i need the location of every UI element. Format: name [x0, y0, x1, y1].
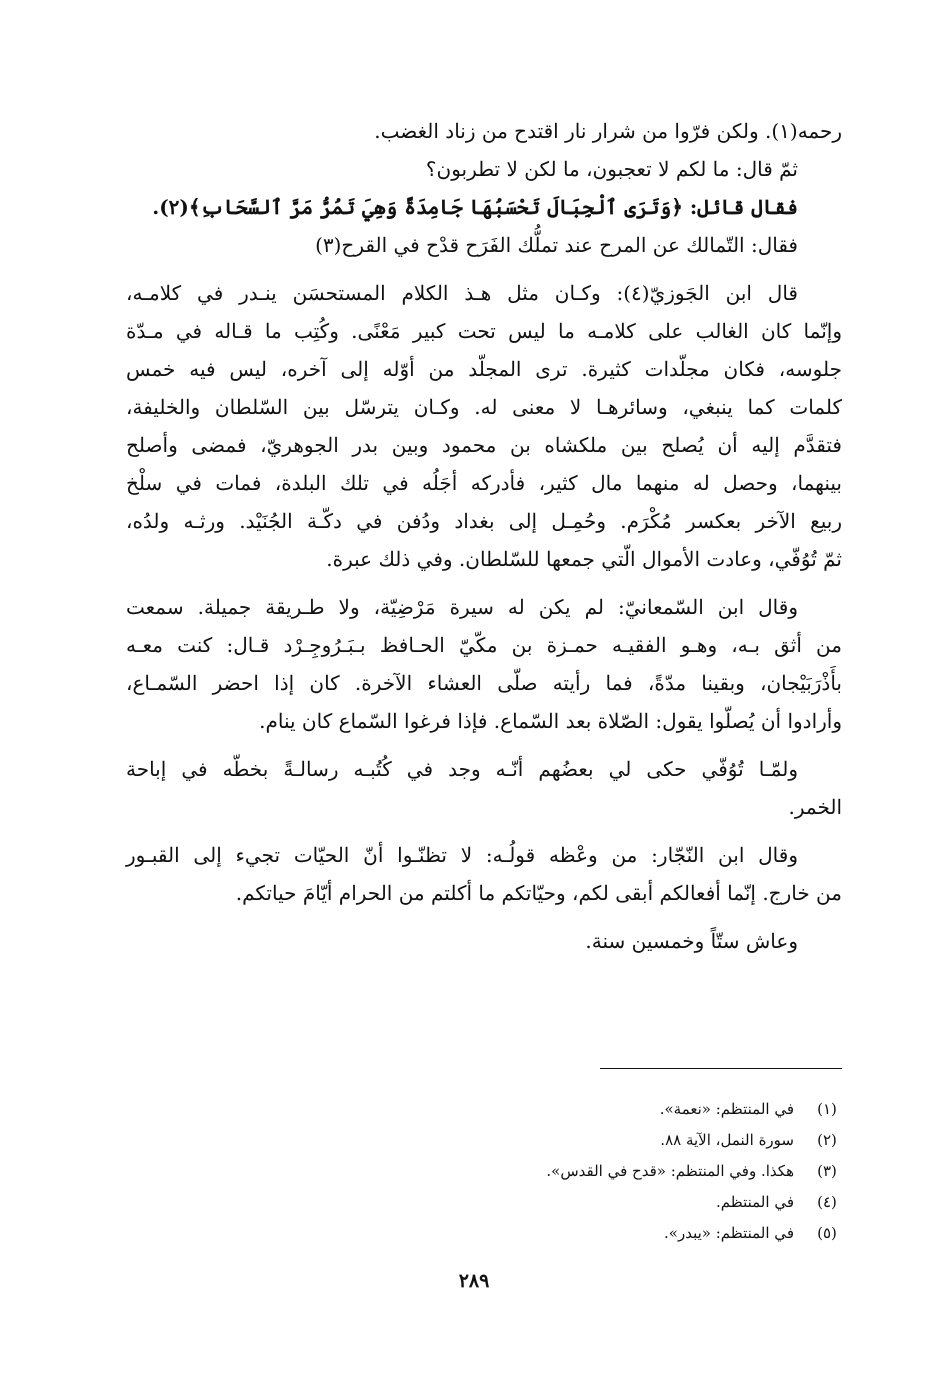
text-line: كلمات كما ينبغي، وسائرهـا لا معنى له. وكـان يترسّل بين السّلطان والخليفة، — [126, 395, 842, 419]
footnote-number: (٢) — [817, 1131, 837, 1149]
footnote-text: في المنتظم: «نعمة». — [659, 1100, 794, 1118]
footnote-separator — [600, 1068, 842, 1069]
footnote — [300, 1187, 842, 1218]
text-line: فقال قائل: ﴿وَتَرَى ٱلْجِبَالَ تَحْسَبُهَا جَامِدَةً وَهِيَ تَمُرُّ مَرَّ ٱلسَّحَابِ﴾(٢). — [152, 195, 798, 219]
text-line: من خارج. إنّما أفعالكم أبقى لكم، وحيّاتكم ما أكلتم من الحرام أيّامَ حياتكم. — [235, 881, 842, 905]
text-line: الخمر. — [788, 795, 842, 819]
footnote-text: في المنتظم: «يبدر». — [664, 1224, 794, 1242]
footnote — [300, 1125, 842, 1156]
footnote-text: سورة النمل، الآية ٨٨. — [660, 1131, 794, 1149]
text-line: رحمه(١). ولكن فرّوا من شرار نار اقتدح من زناد الغضب. — [374, 119, 842, 143]
footnote — [300, 1094, 842, 1125]
text-line: ثمّ تُوُفّي، وعادت الأموال الّتي جمعها للسّلطان. وفي ذلك عبرة. — [326, 547, 842, 571]
text-line: وإنّما كان الغالب على كلامـه ما ليس تحت كبير مَعْنًى. وكُتِب ما قـاله في مـدّة — [126, 319, 842, 343]
text-line: جلوسه، فكان مجلّدات كثيرة. ترى المجلّد من أوّله إلى آخره، ليس فيه خمس — [126, 357, 842, 381]
text-line: بينهما، وحصل له منهما مال كثير، فأدركه أجَلُه في تلك البلدة، فمات في سلْخ — [126, 471, 842, 495]
footnote-number: (١) — [817, 1100, 837, 1118]
footnote-number: (٤) — [817, 1193, 837, 1211]
text-line: فقال: التّمالك عن المرح عند تملُّك الفَرَح قدْح في القرح(٣) — [315, 233, 798, 257]
text-line: من أثق بـه، وهـو الفقيـه حمـزة بن مكّيّ الحـافظ بـبَـرُوجِـرْد قـال: كنت معـه — [126, 633, 842, 657]
text-line: ثمّ قال: ما لكم لا تعجبون، ما لكن لا تطربون؟ — [425, 157, 798, 181]
text-line: فتقدَّم إليه أن يُصلح بين ملكشاه بن محمود وبين بدر الجوهريّ، فمضى وأصلح — [126, 433, 842, 457]
footnote-number: (٣) — [817, 1162, 837, 1180]
text-line: وعاش ستّاً وخمسين سنة. — [585, 929, 798, 953]
text-line: ولمّـا تُوُفّي حكى لي بعضُهم أنّـه وجد في كُتُبـه رسالـةً بخطّه في إباحة — [126, 757, 798, 781]
text-line: قال ابن الجَوزيّ(٤): وكـان مثل هـذ الكلام المستحسَن ينـدر في كلامـه، — [126, 281, 798, 305]
text-line: وقال ابن النّجّار: من وعْظه قولُـه: لا تظنّـوا أنّ الحيّات تجيء إلى القبـور — [126, 843, 798, 867]
footnotes — [300, 1094, 842, 1249]
footnote-text: في المنتظم. — [716, 1193, 794, 1211]
text-line: بأَذْرَبَيْجان، وبقينا مدّةً، فما رأيته صلّى العشاء الآخرة. كان إذا احضر السّمـاع، — [126, 671, 843, 695]
footnote-number: (٥) — [817, 1224, 837, 1242]
page-number: ٢٨٩ — [458, 1270, 490, 1292]
text-line: وقال ابن السّمعانيّ: لم يكن له سيرة مَرْضِيّة، ولا طـريقة جميلة. سمعت — [126, 595, 798, 619]
footnote — [300, 1156, 842, 1187]
text-line: وأرادوا أن يُصلّوا يقول: الصّلاة بعد السّماع. فإذا فرغوا السّماع كان ينام. — [259, 709, 842, 733]
body-text — [126, 112, 842, 960]
text-line: ربيع الآخر بعكسر مُكْرَم. وحُمِـل إلى بغداد ودُفن في دكّـة الجُنَيْد. ورثـه ولدُه، — [126, 509, 842, 533]
footnote — [300, 1218, 842, 1249]
footnote-text: هكذا. وفي المنتظم: «قدح في القدس». — [546, 1162, 794, 1180]
